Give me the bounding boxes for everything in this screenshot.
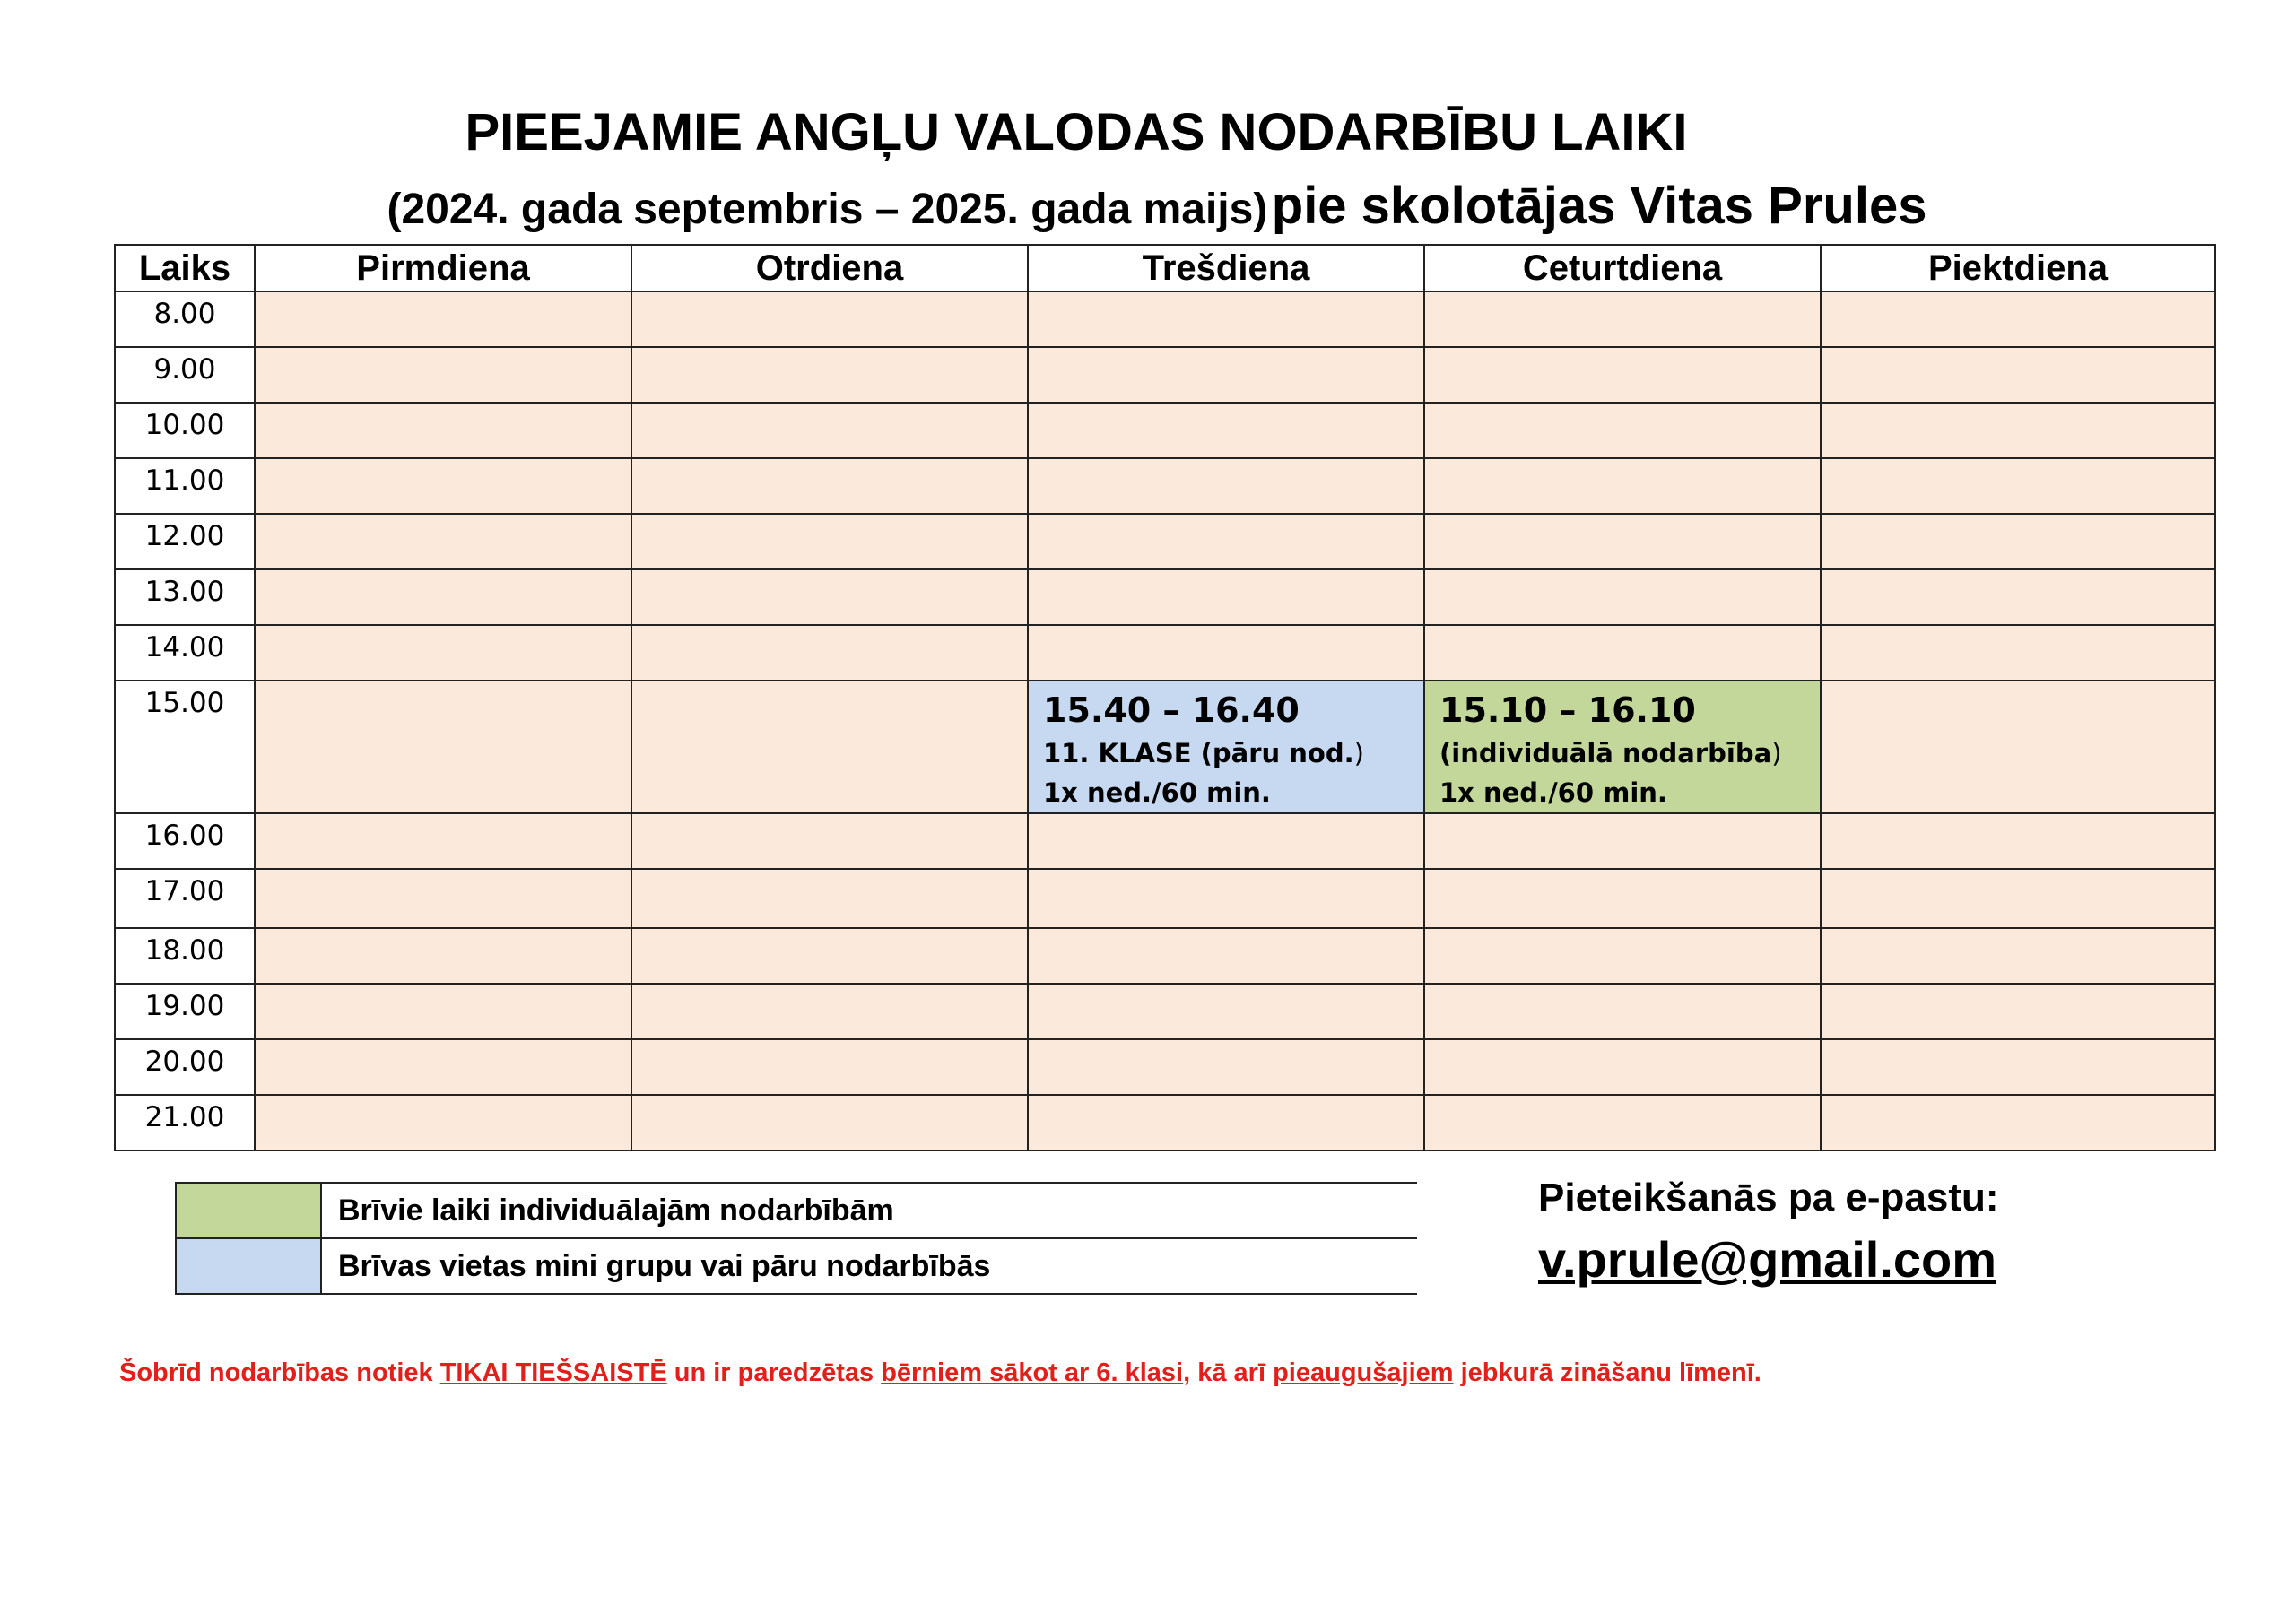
table-row	[115, 569, 2215, 625]
notice-adults: pieaugušajiem	[1273, 1358, 1454, 1387]
time-cell: 20.00	[115, 1039, 255, 1095]
table-row	[115, 869, 2215, 928]
header-wednesday: Trešdiena	[1028, 245, 1424, 291]
schedule-cell	[1028, 928, 1424, 984]
schedule-cell	[631, 928, 1028, 984]
schedule-cell	[1424, 869, 1821, 928]
wednesday-slot-group-paren: )	[1353, 738, 1364, 768]
time-cell: 15.00	[115, 681, 255, 813]
schedule-cell	[631, 569, 1028, 625]
thursday-slot-type	[1439, 733, 1820, 773]
legend-label-group: Brīvas vietas mini grupu vai pāru nodarbībās	[321, 1238, 1417, 1294]
schedule-cell	[631, 291, 1028, 347]
schedule-table	[114, 244, 2216, 1151]
schedule-cell	[1424, 813, 1821, 869]
legend-swatch-individual	[176, 1183, 321, 1238]
schedule-cell	[1821, 291, 2215, 347]
time-cell: 14.00	[115, 625, 255, 681]
time-cell: 10.00	[115, 403, 255, 458]
page-subtitle	[0, 170, 2296, 256]
schedule-cell	[1424, 458, 1821, 514]
time-cell: 13.00	[115, 569, 255, 625]
wednesday-slot-group	[1043, 733, 1423, 773]
time-cell: 16.00	[115, 813, 255, 869]
thursday-slot-time: 15.10 – 16.10	[1439, 690, 1696, 730]
table-row	[115, 403, 2215, 458]
schedule-cell	[1821, 403, 2215, 458]
thursday-slot-type-text: (individuālā nodarbība	[1439, 738, 1772, 768]
schedule-cell	[631, 514, 1028, 569]
schedule-cell	[631, 347, 1028, 403]
time-cell: 9.00	[115, 347, 255, 403]
wednesday-slot-time: 15.40 – 16.40	[1043, 690, 1300, 730]
notice-text	[119, 1354, 2182, 1392]
schedule-cell	[1821, 625, 2215, 681]
table-row	[115, 1039, 2215, 1095]
schedule-cell	[631, 1095, 1028, 1150]
schedule-cell	[1821, 869, 2215, 928]
header-row	[115, 245, 2215, 291]
time-cell: 12.00	[115, 514, 255, 569]
schedule-cell	[631, 403, 1028, 458]
thursday-slot-type-paren: )	[1771, 738, 1782, 768]
table-row	[115, 984, 2215, 1039]
schedule-cell	[631, 625, 1028, 681]
table-row	[115, 291, 2215, 347]
schedule-cell	[1821, 514, 2215, 569]
legend-row	[176, 1238, 1417, 1294]
schedule-cell	[255, 347, 631, 403]
schedule-cell	[1028, 514, 1424, 569]
time-cell: 17.00	[115, 869, 255, 928]
schedule-cell	[255, 625, 631, 681]
notice-online-only: TIKAI TIEŠSAISTĒ	[439, 1358, 667, 1387]
schedule-cell	[631, 869, 1028, 928]
schedule-cell	[1821, 1095, 2215, 1150]
time-cell: 8.00	[115, 291, 255, 347]
schedule-cell	[1028, 569, 1424, 625]
schedule-cell	[1424, 347, 1821, 403]
schedule-cell	[1424, 1095, 1821, 1150]
thursday-slot	[1424, 681, 1821, 813]
schedule-cell	[1821, 458, 2215, 514]
notice-part: jebkurā zināšanu līmenī.	[1453, 1358, 1761, 1387]
notice-part: Šobrīd nodarbības notiek	[119, 1358, 440, 1387]
subtitle-teacher: pie skolotājas Vitas Prules	[1271, 177, 1927, 235]
schedule-cell	[1821, 984, 2215, 1039]
schedule-cell	[255, 869, 631, 928]
schedule-cell	[631, 681, 1028, 813]
schedule-cell	[631, 984, 1028, 1039]
header-tuesday: Otrdiena	[631, 245, 1028, 291]
schedule-cell	[255, 1039, 631, 1095]
schedule-cell	[1028, 984, 1424, 1039]
table-row	[115, 928, 2215, 984]
schedule-cell	[631, 1039, 1028, 1095]
schedule-cell	[1424, 928, 1821, 984]
schedule-cell	[1424, 1039, 1821, 1095]
header-thursday: Ceturtdiena	[1424, 245, 1821, 291]
page-title: PIEEJAMIE ANGĻU VALODAS NODARBĪBU LAIKI	[465, 103, 1688, 161]
schedule-cell	[1424, 984, 1821, 1039]
header-time: Laiks	[115, 245, 255, 291]
schedule-cell	[1028, 291, 1424, 347]
schedule-cell	[1028, 625, 1424, 681]
table-row	[115, 681, 2215, 813]
schedule-cell	[1028, 347, 1424, 403]
schedule-cell	[1028, 869, 1424, 928]
wednesday-slot	[1028, 681, 1424, 813]
schedule-cell	[255, 514, 631, 569]
schedule-cell	[1424, 291, 1821, 347]
legend-label-individual: Brīvie laiki individuālajām nodarbībām	[321, 1183, 1417, 1238]
schedule-cell	[1821, 928, 2215, 984]
schedule-cell	[1821, 569, 2215, 625]
legend-row	[176, 1183, 1417, 1238]
wednesday-slot-group-text: 11. KLASE (pāru nod.	[1043, 738, 1354, 768]
time-cell: 11.00	[115, 458, 255, 514]
schedule-cell	[1424, 569, 1821, 625]
schedule-cell	[631, 458, 1028, 514]
time-cell: 18.00	[115, 928, 255, 984]
legend-swatch-group	[176, 1238, 321, 1294]
schedule-cell	[1028, 458, 1424, 514]
header-monday: Pirmdiena	[255, 245, 631, 291]
schedule-cell	[255, 984, 631, 1039]
notice-part: , kā arī	[1183, 1358, 1274, 1387]
schedule-cell	[255, 569, 631, 625]
time-cell: 21.00	[115, 1095, 255, 1150]
schedule-cell	[1028, 1095, 1424, 1150]
schedule-cell	[1028, 813, 1424, 869]
contact-email-link[interactable]: v.prule@gmail.com	[1538, 1231, 1997, 1288]
schedule-cell	[255, 291, 631, 347]
schedule-cell	[631, 813, 1028, 869]
notice-children: bērniem sākot ar 6. klasi	[881, 1358, 1184, 1387]
table-row	[115, 813, 2215, 869]
table-row	[115, 458, 2215, 514]
schedule-cell	[255, 813, 631, 869]
table-row	[115, 625, 2215, 681]
thursday-slot-frequency: 1x ned./60 min.	[1439, 777, 1667, 808]
schedule-cell	[255, 1095, 631, 1150]
schedule-cell	[255, 681, 631, 813]
table-row	[115, 347, 2215, 403]
schedule-cell	[1028, 403, 1424, 458]
schedule-cell	[1028, 1039, 1424, 1095]
header-friday: Piektdiena	[1821, 245, 2215, 291]
schedule-cell	[1821, 1039, 2215, 1095]
contact-label: Pieteikšanās pa e-pastu:	[1538, 1176, 1999, 1219]
schedule-cell	[255, 458, 631, 514]
schedule-cell	[255, 403, 631, 458]
schedule-cell	[1821, 813, 2215, 869]
schedule-cell	[1424, 625, 1821, 681]
legend	[175, 1182, 1417, 1295]
schedule-cell	[1424, 403, 1821, 458]
subtitle-period: (2024. gada septembris – 2025. gada maijs)	[387, 186, 1268, 233]
schedule-cell	[255, 928, 631, 984]
table-row	[115, 514, 2215, 569]
table-row	[115, 1095, 2215, 1150]
schedule-cell	[1424, 514, 1821, 569]
notice-part: un ir paredzētas	[666, 1358, 882, 1387]
schedule-cell	[1821, 681, 2215, 813]
time-cell: 19.00	[115, 984, 255, 1039]
schedule-cell	[1821, 347, 2215, 403]
wednesday-slot-frequency: 1x ned./60 min.	[1043, 777, 1271, 808]
